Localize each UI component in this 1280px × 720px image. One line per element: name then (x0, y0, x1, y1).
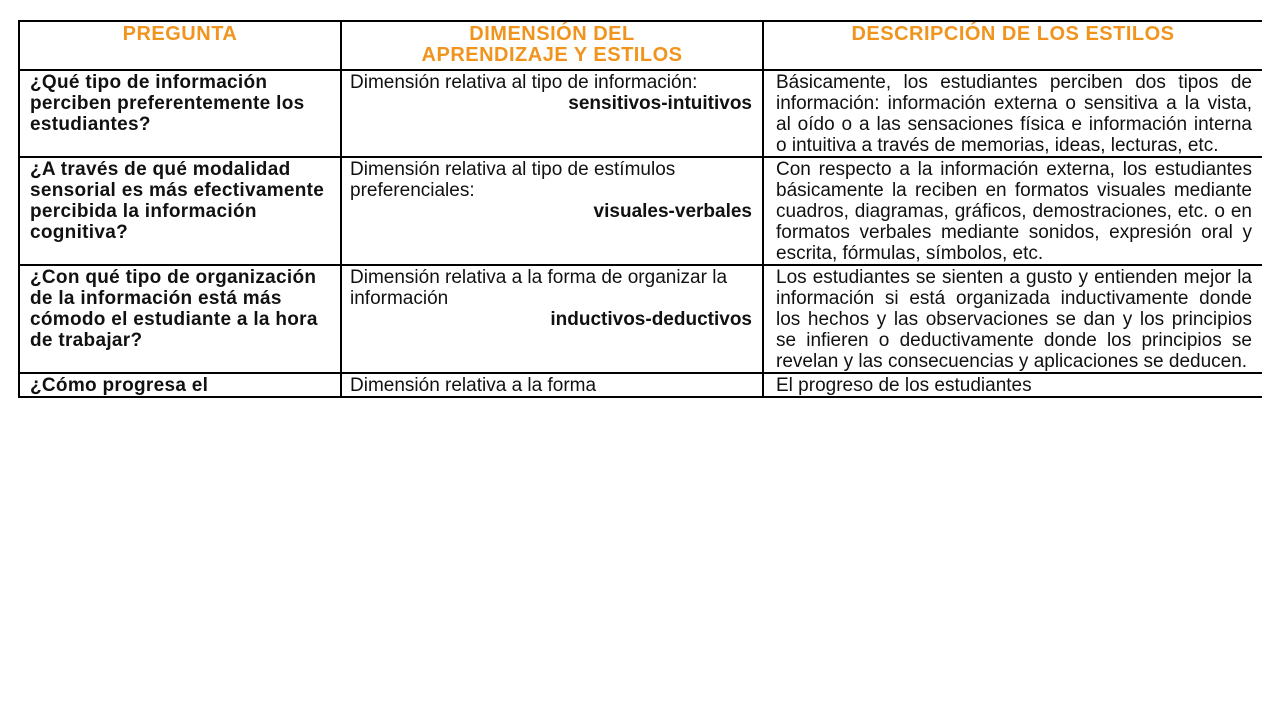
header-row (19, 22, 1262, 70)
table-row (19, 373, 1262, 397)
dimension-cell (341, 157, 763, 265)
question-cell: ¿Cómo progresa el (19, 373, 341, 397)
dimension-text: Dimensión relativa a la forma (350, 375, 597, 396)
dimension-text: Dimensión relativa al tipo de información: (350, 72, 698, 93)
dimension-cell (341, 265, 763, 373)
dimension-text: Dimensión relativa al tipo de estímulos preferenciales: (350, 159, 676, 201)
learning-styles-table (18, 22, 1262, 398)
question-cell: ¿A través de qué modalidad sensorial es más efectivamente percibida la información cognitiva? (19, 157, 341, 265)
header-dimension (341, 22, 763, 70)
learning-styles-table-container (18, 20, 1262, 667)
table-row (19, 265, 1262, 373)
header-description: DESCRIPCIÓN DE LOS ESTILOS (763, 22, 1262, 70)
description-cell: El progreso de los estudiantes (763, 373, 1262, 397)
question-cell: ¿Qué tipo de información perciben preferentemente los estudiantes? (19, 70, 341, 157)
description-cell: Con respecto a la información externa, los estudiantes básicamente la reciben en formatos visuales mediante cuadros, diagramas, gráficos, demostraciones, etc. o en formatos verbales mediante sonidos, expresión oral y escrita, fórmulas, símbolos, etc. (763, 157, 1262, 265)
header-dimension-line1: DIMENSIÓN DEL (469, 23, 635, 45)
dimension-cell (341, 373, 763, 397)
dimension-value: sensitivos-intuitivos (568, 93, 752, 114)
question-cell: ¿Con qué tipo de organización de la información está más cómodo el estudiante a la hora de trabajar? (19, 265, 341, 373)
header-dimension-line2: APRENDIZAJE Y ESTILOS (421, 44, 683, 66)
dimension-value: visuales-verbales (593, 201, 752, 222)
dimension-text: Dimensión relativa a la forma de organizar la información (350, 267, 728, 309)
table-row (19, 157, 1262, 265)
dimension-cell (341, 70, 763, 157)
description-cell: Los estudiantes se sienten a gusto y entienden mejor la información si está organizada inductivamente donde los hechos y las observaciones se dan y los principios se infieren o deductivamente donde los principios se revelan y las consecuencias y aplicaciones se deducen. (763, 265, 1262, 373)
table-row (19, 70, 1262, 157)
header-question: PREGUNTA (19, 22, 341, 70)
dimension-value: inductivos-deductivos (550, 309, 752, 330)
description-cell: Básicamente, los estudiantes perciben dos tipos de información: información externa o sensitiva a la vista, al oído o a las sensaciones física e información interna o intuitiva a través de memorias, ideas, lecturas, etc. (763, 70, 1262, 157)
